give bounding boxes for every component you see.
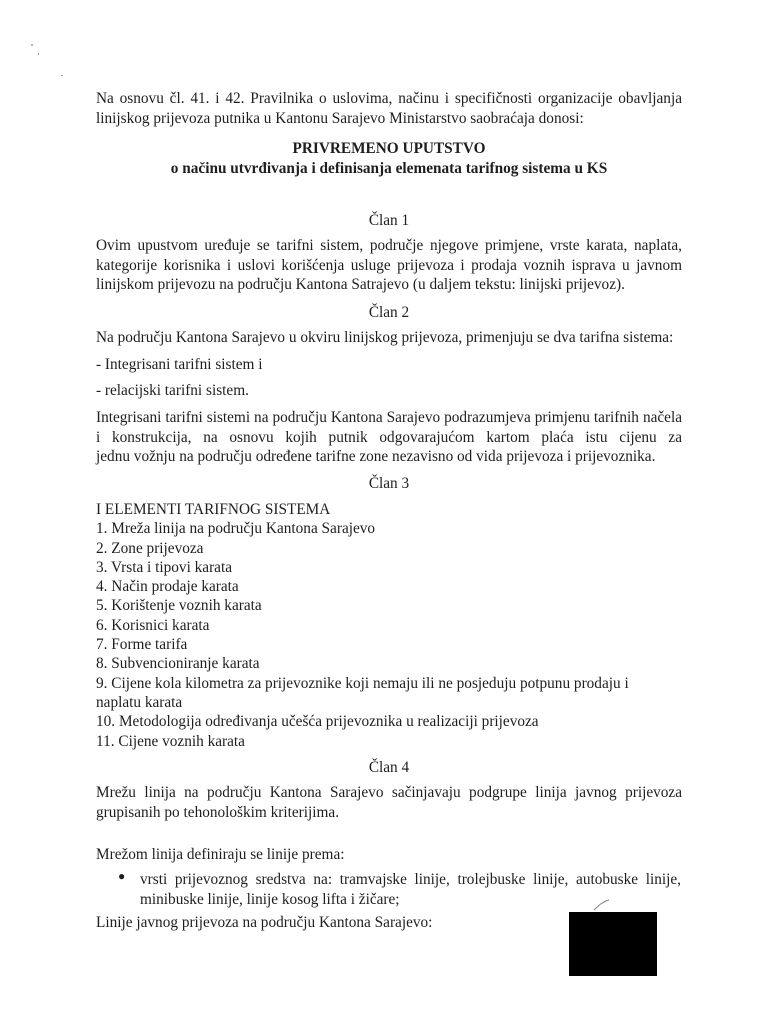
intro-paragraph bbox=[96, 89, 682, 128]
clan-2-paragraph bbox=[96, 408, 682, 467]
intro-line-1: Na osnovu čl. 41. i 42. Pravilnika o uslovima, načinu i specifičnosti organizacije obavljanja bbox=[96, 90, 682, 107]
clan-4-heading: Član 4 bbox=[368, 759, 410, 776]
document-title: PRIVREMENO UPUTSTVO bbox=[292, 140, 486, 157]
clan-2-line-2: načela i konstrukcija, na osnovu kojih putnik odgovarajućom kartom plaća istu cijenu za bbox=[96, 409, 682, 446]
clan-4-paragraph bbox=[96, 783, 682, 822]
tariff-elements-list bbox=[96, 500, 676, 751]
clan-1-paragraph bbox=[96, 236, 682, 295]
clan-2-line-3: jednu vožnju na području određene tarifne zone nezavisno od vida prijevoza i prijevoznika. bbox=[96, 448, 656, 465]
list-item: 1. Mreža linija na području Kantona Sarajevo bbox=[96, 520, 376, 538]
list-item: I ELEMENTI TARIFNOG SISTEMA bbox=[96, 501, 331, 518]
pen-mark-icon bbox=[592, 898, 612, 912]
bullet-line-2: minibuske linije, linije kosog lifta i žičare; bbox=[140, 890, 400, 908]
intro-line-2: linijskog prijevoza putnika u Kantonu Sarajevo Ministarstvo saobraćaja donosi: bbox=[96, 109, 584, 127]
list-item: naplatu karata bbox=[96, 693, 183, 711]
clan-4-line-1: Mrežu linija na području Kantona Sarajevo sačinjavaju podgrupe linija javnog prijevoza bbox=[96, 784, 682, 801]
document-subtitle: o načinu utvrđivanja i definisanja elemenata tarifnog sistema u KS bbox=[170, 160, 608, 177]
clan-1-line-2: kategorije korisnika i uslovi korišćenja usluge prijevoza i prodaja voznih isprava u javnom bbox=[96, 256, 682, 274]
clan-3-heading: Član 3 bbox=[368, 475, 410, 492]
clan-1-line-3: linijskom prijevozu na području Kantona Satrajevo (u daljem tekstu: linijski prijevoz). bbox=[96, 276, 625, 293]
clan-2-item-2: - relacijski tarifni sistem. bbox=[96, 382, 249, 399]
bullet-line-1: vrsti prijevoznog sredstva na: tramvajske linije, trolejbuske linije, autobuske linije, bbox=[140, 871, 681, 888]
clan-2-item-1: - Integrisani tarifni sistem i bbox=[96, 356, 263, 373]
linije-intro: Linije javnog prijevoza na području Kantona Sarajevo: bbox=[96, 914, 433, 931]
clan-1-line-1: Ovim upustvom uređuje se tarifni sistem, područje njegove primjene, vrste karata, naplata, bbox=[96, 237, 682, 254]
clan-1-heading: Član 1 bbox=[368, 212, 410, 229]
clan-2-intro: Na području Kantona Sarajevo u okviru linijskog prijevoza, primenjuju se dva tarifna sistema: bbox=[96, 329, 674, 346]
list-item: 6. Korisnici karata bbox=[96, 616, 210, 634]
list-item: 7. Forme tarifa bbox=[96, 636, 188, 654]
clan-2-line-1: Integrisani tarifni sistemi na području Kantona Sarajevo podrazumjeva primjenu tarifnih bbox=[96, 409, 639, 426]
list-item: 11. Cijene voznih karata bbox=[96, 732, 245, 750]
mreza-intro: Mrežom linija definiraju se linije prema: bbox=[96, 846, 345, 863]
list-item: 9. Cijene kola kilometra za prijevoznike koji nemaju ili ne posjeduju potpunu prodaju i bbox=[96, 674, 629, 692]
list-item: 10. Metodologija određivanja učešća prijevoznika u realizaciji prijevoza bbox=[96, 713, 539, 731]
redaction-block bbox=[569, 912, 657, 976]
list-item: 4. Način prodaje karata bbox=[96, 578, 239, 596]
clan-4-line-2: grupisanih po tehonološkim kriterijima. bbox=[96, 803, 340, 821]
list-item: 3. Vrsta i tipovi karata bbox=[96, 558, 233, 576]
bullet-dot-icon: ● bbox=[118, 869, 126, 883]
list-item: 8. Subvencioniranje karata bbox=[96, 655, 260, 673]
list-item: 5. Korištenje voznih karata bbox=[96, 597, 262, 615]
list-item: 2. Zone prijevoza bbox=[96, 539, 204, 557]
clan-2-heading: Član 2 bbox=[368, 304, 410, 321]
